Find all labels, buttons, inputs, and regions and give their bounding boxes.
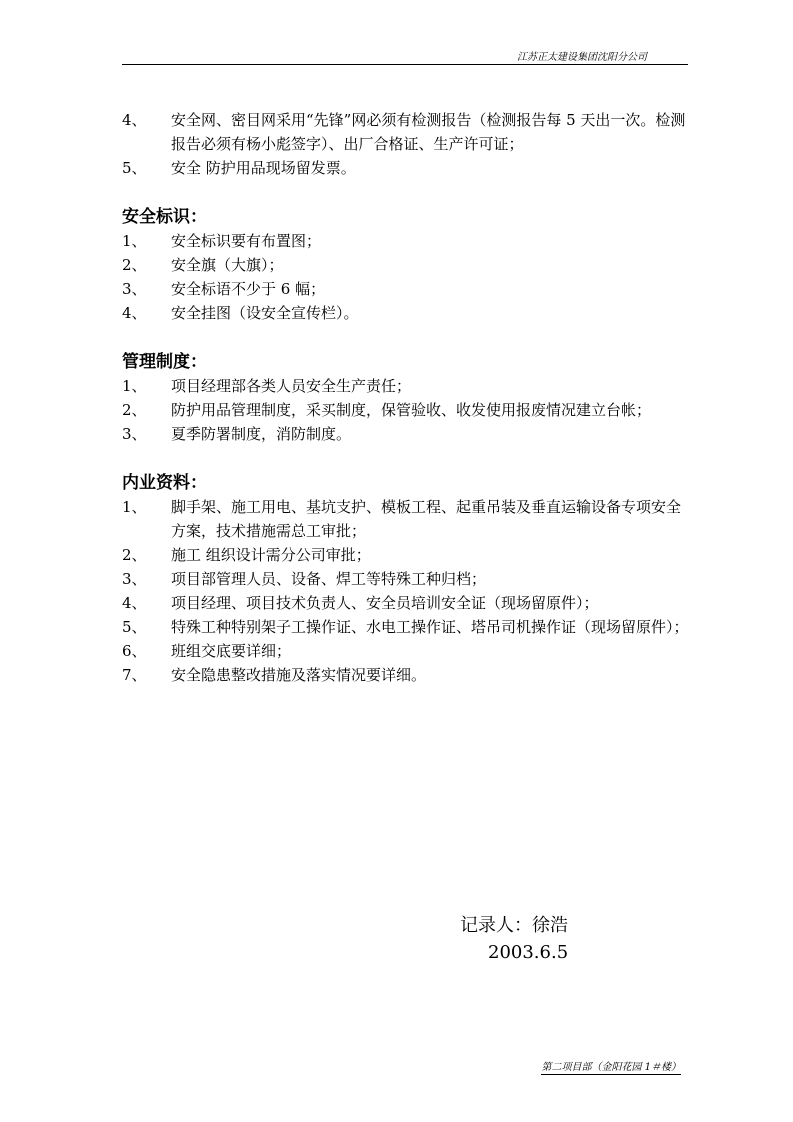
item-text: 安全网、密目网采用“先锋”网必须有检测报告（检测报告每 5 天出一次。检测报告必须有杨小彪签字）、出厂合格证、生产许可证； (171, 111, 686, 153)
item-number: 4、 (122, 111, 147, 129)
section-heading-internal-docs: 内业资料： (122, 473, 207, 493)
list-item (122, 422, 692, 446)
item-text: 施工 组织设计需分公司审批； (171, 546, 371, 564)
item-number: 1、 (122, 232, 147, 250)
item-text: 班组交底要详细； (171, 642, 292, 660)
list-item (122, 253, 692, 277)
item-text: 项目部管理人员、设备、焊工等特殊工种归档； (171, 570, 487, 588)
item-number: 2、 (122, 256, 147, 274)
safety-signs-list (122, 229, 692, 325)
item-text: 防护用品管理制度，采买制度，保管验收、收发使用报废情况建立台帐； (171, 401, 652, 419)
list-item (122, 495, 692, 543)
recorder-name: 记录人：徐浩 (460, 915, 568, 936)
list-item (122, 374, 692, 398)
item-text: 夏季防署制度，消防制度。 (171, 425, 352, 443)
item-number: 1、 (122, 377, 147, 395)
list-item (122, 229, 692, 253)
list-item (122, 615, 692, 639)
document-body (122, 108, 692, 687)
item-number: 3、 (122, 425, 147, 443)
list-item (122, 591, 692, 615)
section-heading-management: 管理制度： (122, 352, 207, 372)
item-text: 安全 防护用品现场留发票。 (171, 159, 356, 177)
list-item (122, 567, 692, 591)
signature-block (460, 912, 568, 966)
list-item (122, 156, 692, 180)
list-item (122, 277, 692, 301)
list-item (122, 543, 692, 567)
item-number: 4、 (122, 594, 147, 612)
section-top-list (122, 108, 692, 180)
internal-docs-list (122, 495, 692, 687)
item-text: 脚手架、施工用电、基坑支护、模板工程、起重吊装及垂直运输设备专项安全方案，技术措施需总工审批； (171, 498, 682, 540)
item-text: 项目经理部各类人员安全生产责任； (171, 377, 412, 395)
item-text: 项目经理、项目技术负责人、安全员培训安全证（现场留原件）； (171, 594, 599, 612)
item-text: 安全标识要有布置图； (171, 232, 322, 250)
item-text: 特殊工种特别架子工操作证、水电工操作证、塔吊司机操作证（现场留原件）； (171, 618, 689, 636)
item-number: 5、 (122, 159, 147, 177)
item-text: 安全旗（大旗）； (171, 256, 284, 274)
header-company-name: 江苏正太建设集团沈阳分公司 (517, 52, 647, 63)
item-number: 5、 (122, 618, 147, 636)
item-number: 3、 (122, 280, 147, 298)
item-number: 3、 (122, 570, 147, 588)
item-number: 7、 (122, 666, 147, 684)
item-number: 2、 (122, 401, 147, 419)
list-item (122, 663, 692, 687)
item-text: 安全标语不少于 6 幅； (171, 280, 326, 298)
header-divider (122, 64, 688, 65)
item-text: 安全隐患整改措施及落实情况要详细。 (171, 666, 427, 684)
list-item (122, 398, 692, 422)
item-number: 4、 (122, 304, 147, 322)
item-number: 1、 (122, 498, 147, 516)
record-date: 2003.6.5 (488, 942, 569, 963)
footer-project-name: 第二项目部（金阳花园 1＃楼） (541, 1058, 681, 1075)
management-list (122, 374, 692, 446)
section-heading-safety-signs: 安全标识： (122, 207, 207, 227)
list-item (122, 108, 692, 156)
list-item (122, 639, 692, 663)
item-number: 2、 (122, 546, 147, 564)
item-number: 6、 (122, 642, 147, 660)
item-text: 安全挂图（设安全宣传栏）。 (171, 304, 359, 322)
list-item (122, 301, 692, 325)
